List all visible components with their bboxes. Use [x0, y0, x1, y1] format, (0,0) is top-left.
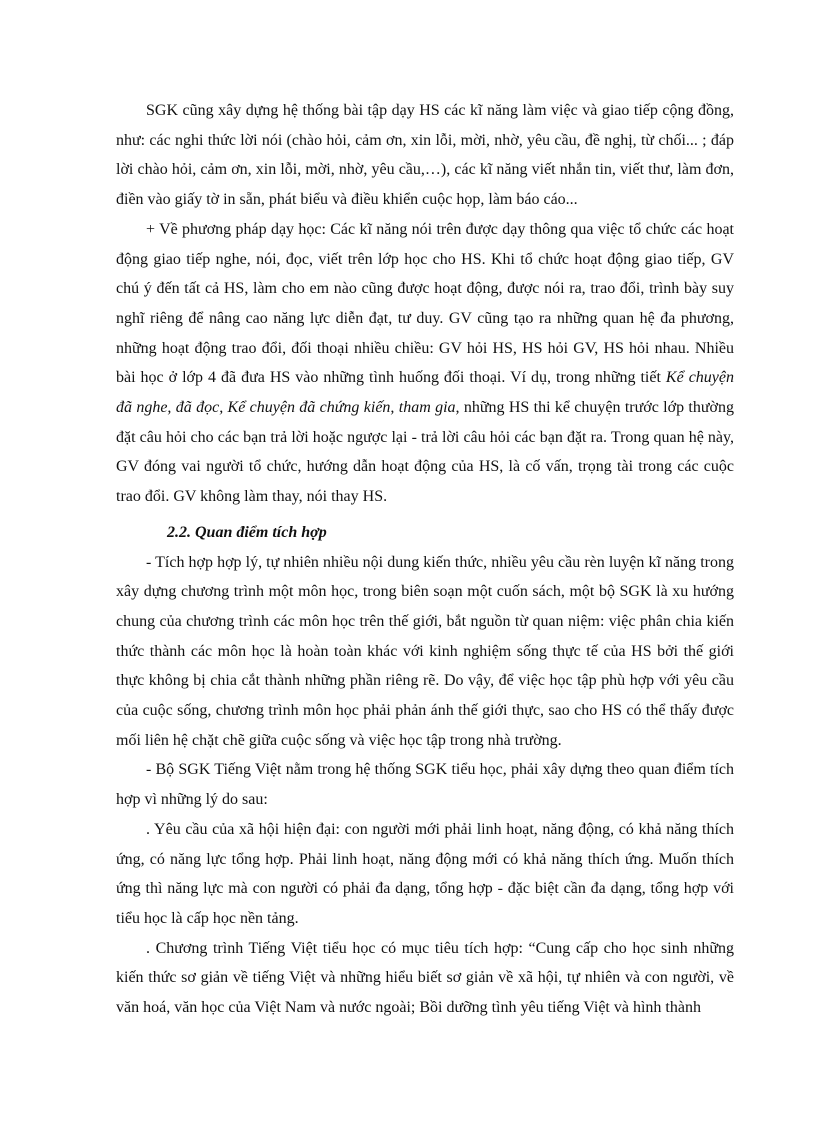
paragraph-teaching-method-text-1: + Về phương pháp dạy học: Các kĩ năng nói trên được dạy thông qua việc tổ chức các hoạt động giao tiếp nghe, nói, đọc, viết trên lớp học cho HS. Khi tổ chức hoạt động giao tiếp, GV chú ý đến tất cả HS, làm cho em nào cũng được hoạt động, được nói ra, trao đổi, trình bày suy nghĩ riêng để nâng cao năng lực diễn đạt, tư duy. GV cũng tạo ra những quan hệ đa phương, những hoạt động trao đổi, đối thoại nhiều chiều: GV hỏi HS, HS hỏi GV, HS hỏi nhau. Nhiều bài học ở lớp 4 đã đưa HS vào những tình huống đối thoại. Ví dụ, trong những tiết — [116, 220, 734, 387]
paragraph-textbook-integration: - Bộ SGK Tiếng Việt nằm trong hệ thống SGK tiểu học, phải xây dựng theo quan điểm tích hợp vì những lý do sau: — [116, 761, 734, 809]
paragraph-communication-skills: SGK cũng xây dựng hệ thống bài tập dạy HS các kĩ năng làm việc và giao tiếp cộng đồng, như: các nghi thức lời nói (chào hỏi, cảm ơn, xin lỗi, mời, nhờ, yêu cầu, đề nghị, từ chối... ; đáp lời chào hỏi, cảm ơn, xin lỗi, mời, nhờ, yêu cầu,…), các kĩ năng viết nhắn tin, viết thư, làm đơn, điền vào giấy tờ in sẵn, phát biểu và điều khiển cuộc họp, làm báo cáo... — [116, 102, 734, 209]
document-page — [116, 96, 734, 1023]
paragraph-teaching-method-italic: Kể chuyện đã nghe, đã đọc, Kể chuyện đã chứng kiến, tham gia, — [116, 369, 734, 417]
paragraph-curriculum-goals: . Chương trình Tiếng Việt tiểu học có mục tiêu tích hợp: “Cung cấp cho học sinh những kiến thức sơ giản về tiếng Việt và những hiểu biết sơ giản về xã hội, tự nhiên và con người, về văn hoá, văn học của Việt Nam và nước ngoài; Bồi dưỡng tình yêu tiếng Việt và hình thành — [116, 939, 734, 1017]
paragraph-teaching-method-text-2: những HS thi kể chuyện trước lớp thường đặt câu hỏi cho các bạn trả lời hoặc ngược lại - trả lời câu hỏi các bạn đặt ra. Trong quan hệ này, GV đóng vai người tổ chức, hướng dẫn hoạt động của HS, là cố vấn, trọng tài trong các cuộc trao đổi. GV không làm thay, nói thay HS. — [116, 399, 735, 506]
section-heading-number: 2.2. — [167, 523, 191, 541]
paragraph-teaching-method — [116, 215, 734, 512]
section-heading-title: Quan điểm tích hợp — [195, 523, 327, 541]
section-heading — [116, 512, 734, 548]
paragraph-integration-rationale: - Tích hợp hợp lý, tự nhiên nhiều nội dung kiến thức, nhiều yêu cầu rèn luyện kĩ năng trong xây dựng chương trình một môn học, trong biên soạn một cuốn sách, một bộ SGK là xu hướng chung của chương trình các môn học trên thế giới, bắt nguồn từ quan niệm: việc phân chia kiến thức thành các môn học là hoàn toàn khác với kinh nghiệm sống thực tế của HS bởi thế giới thực không bị chia cắt thành những phần riêng rẽ. Do vậy, để việc học tập phù hợp với yêu cầu của cuộc sống, chương trình môn học phải phản ánh thế giới thực, sao cho HS có thể thấy được mối liên hệ chặt chẽ giữa cuộc sống và việc học tập trong nhà trường. — [116, 553, 734, 749]
paragraph-modern-society: . Yêu cầu của xã hội hiện đại: con người mới phải linh hoạt, năng động, có khả năng thích ứng, có năng lực tổng hợp. Phải linh hoạt, năng động mới có khả năng thích ứng. Muốn thích ứng thì năng lực mà con người có phải đa dạng, tổng hợp - đặc biệt cần đa dạng, tổng hợp với tiểu học là cấp học nền tảng. — [116, 820, 734, 927]
